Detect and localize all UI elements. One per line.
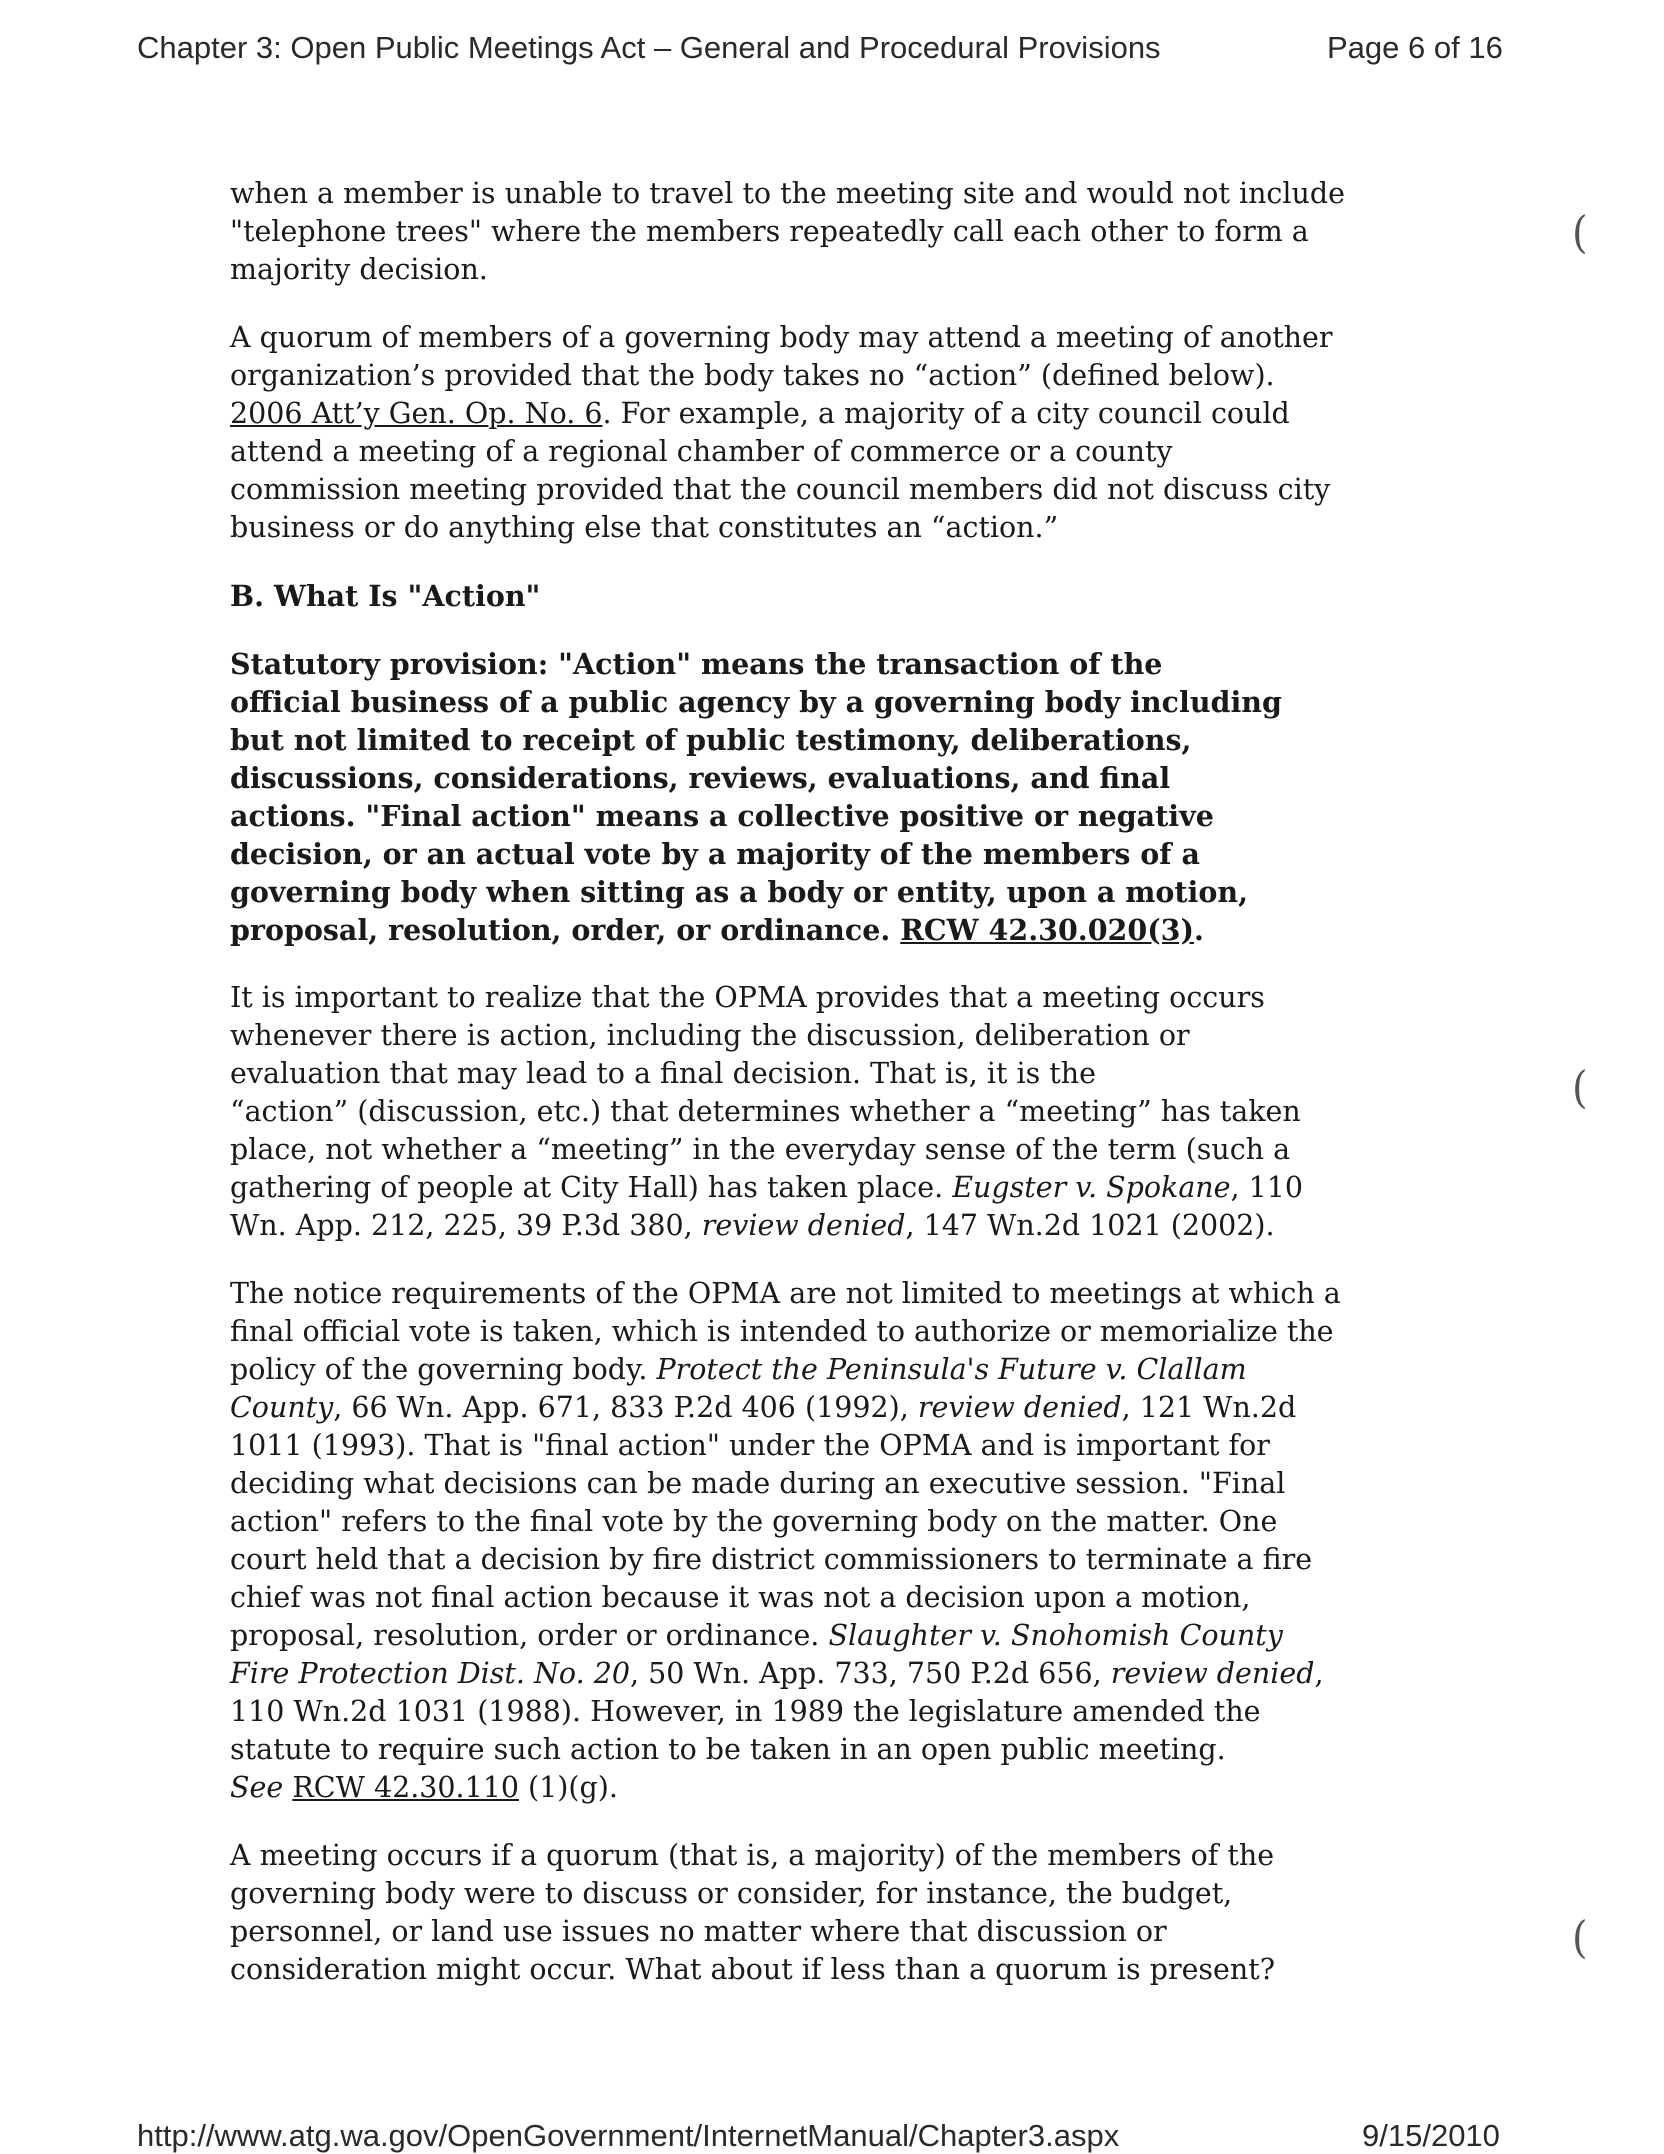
text-line: action" refers to the final vote by the governing body on the matter. One — [230, 1505, 1278, 1538]
citation-signal: review denied — [1110, 1657, 1315, 1690]
text-line: when a member is unable to travel to the meeting site and would not include — [230, 177, 1345, 210]
text-line: whenever there is action, including the discussion, deliberation or — [230, 1019, 1190, 1052]
text-line: actions. "Final action" means a collective positive or negative — [230, 799, 1214, 833]
margin-mark: ( — [1572, 1912, 1588, 1964]
text-fragment: policy of the governing body. — [230, 1353, 657, 1386]
statutory-provision — [230, 645, 1282, 949]
text-line: It is important to realize that the OPMA provides that a meeting occurs — [230, 981, 1265, 1014]
text-line: 1011 (1993). That is "final action" under the OPMA and is important for — [230, 1429, 1270, 1462]
footer-url: http://www.atg.wa.gov/OpenGovernment/InternetManual/Chapter3.aspx — [137, 2118, 1120, 2153]
text-line — [230, 1351, 1270, 1389]
text-line: commission meeting provided that the council members did not discuss city — [230, 473, 1331, 506]
text-line — [230, 1207, 1275, 1245]
text-line: personnel, or land use issues no matter where that discussion or — [230, 1915, 1167, 1948]
text-fragment: , 110 — [1230, 1171, 1304, 1204]
text-fragment: , 50 Wn. App. 733, 750 P.2d 656, — [629, 1657, 1111, 1690]
text-line — [230, 1655, 1324, 1693]
text-line: organization’s provided that the body takes no “action” (defined below). — [230, 359, 1275, 392]
text-line: deciding what decisions can be made during an executive session. "Final — [230, 1467, 1286, 1500]
text-line — [230, 1617, 1283, 1655]
text-fragment: , 147 Wn.2d 1021 (2002). — [905, 1209, 1275, 1242]
paragraph-action-meeting — [230, 979, 1304, 1245]
text-line — [230, 395, 1290, 433]
text-line: A quorum of members of a governing body may attend a meeting of another — [230, 321, 1333, 354]
text-line: statute to require such action to be taken in an open public meeting. — [230, 1733, 1226, 1766]
text-line: evaluation that may lead to a final decision. That is, it is the — [230, 1057, 1096, 1090]
document-body — [230, 175, 1345, 2019]
case-name: County — [230, 1391, 334, 1424]
citation-signal: review denied — [917, 1391, 1122, 1424]
text-line: chief was not final action because it was not a decision upon a motion, — [230, 1581, 1251, 1614]
text-line: place, not whether a “meeting” in the everyday sense of the term (such a — [230, 1133, 1291, 1166]
text-line: consideration might occur. What about if less than a quorum is present? — [230, 1953, 1276, 1986]
text-line: discussions, considerations, reviews, evaluations, and final — [230, 761, 1171, 795]
text-line: but not limited to receipt of public testimony, deliberations, — [230, 723, 1192, 757]
text-line: decision, or an actual vote by a majority of the members of a — [230, 837, 1200, 871]
text-line: "telephone trees" where the members repeatedly call each other to form a — [230, 215, 1309, 248]
text-fragment: , — [1314, 1657, 1324, 1690]
case-name: Fire Protection Dist. No. 20 — [230, 1657, 630, 1690]
paragraph-continuation — [230, 175, 1345, 289]
text-line: Statutory provision: "Action" means the transaction of the — [230, 647, 1163, 681]
citation-signal: review denied — [701, 1209, 906, 1242]
margin-mark: ( — [1572, 207, 1588, 259]
text-line: The notice requirements of the OPMA are not limited to meetings at which a — [230, 1277, 1341, 1310]
text-line — [230, 911, 1270, 949]
text-fragment: . For example, a majority of a city council could — [602, 397, 1290, 430]
citation-link-ag-opinion[interactable]: 2006 Att’y Gen. Op. No. 6 — [230, 397, 603, 430]
citation-link-rcw-110[interactable]: RCW 42.30.110 — [292, 1771, 519, 1804]
paragraph-quorum-discussion — [230, 1837, 1276, 1989]
text-line: majority decision. — [230, 253, 488, 286]
text-line — [230, 1769, 1270, 1807]
margin-mark: ( — [1572, 1062, 1588, 1114]
text-line: A meeting occurs if a quorum (that is, a majority) of the members of the — [230, 1839, 1275, 1872]
text-line: court held that a decision by fire district commissioners to terminate a fire — [230, 1543, 1313, 1576]
case-name: Slaughter v. Snohomish County — [828, 1619, 1283, 1652]
text-line — [230, 1169, 1304, 1207]
footer-date: 9/15/2010 — [1362, 2118, 1500, 2153]
citation-signal: See — [230, 1771, 284, 1804]
page-number: Page 6 of 16 — [1327, 30, 1503, 65]
text-fragment — [283, 1771, 292, 1804]
paragraph-notice-requirements — [230, 1275, 1341, 1807]
text-fragment: , 121 Wn.2d — [1121, 1391, 1297, 1424]
text-fragment: . — [1194, 913, 1204, 947]
page-header-title: Chapter 3: Open Public Meetings Act – General and Procedural Provisions — [137, 30, 1161, 65]
text-fragment: , 66 Wn. App. 671, 833 P.2d 406 (1992), — [333, 1391, 918, 1424]
text-line: governing body when sitting as a body or entity, upon a motion, — [230, 875, 1249, 909]
text-fragment: proposal, resolution, order, or ordinance. — [230, 913, 901, 947]
text-line — [230, 1389, 1297, 1427]
text-line: “action” (discussion, etc.) that determines whether a “meeting” has taken — [230, 1095, 1301, 1128]
text-line: attend a meeting of a regional chamber of commerce or a county — [230, 435, 1173, 468]
text-fragment: gathering of people at City Hall) has taken place. — [230, 1171, 953, 1204]
text-line: official business of a public agency by a governing body including — [230, 685, 1282, 719]
text-line: governing body were to discuss or consider, for instance, the budget, — [230, 1877, 1233, 1910]
text-fragment: proposal, resolution, order or ordinance. — [230, 1619, 829, 1652]
section-heading-b: B. What Is "Action" — [230, 579, 541, 613]
text-line: final official vote is taken, which is intended to authorize or memorialize the — [230, 1315, 1334, 1348]
text-fragment: Wn. App. 212, 225, 39 P.3d 380, — [230, 1209, 702, 1242]
text-fragment: (1)(g). — [519, 1771, 618, 1804]
paragraph-quorum-attendance — [230, 319, 1333, 547]
case-name: Eugster v. Spokane — [952, 1171, 1231, 1204]
citation-link-rcw-020[interactable]: RCW 42.30.020(3) — [900, 913, 1194, 947]
case-name: Protect the Peninsula's Future v. Clallam — [656, 1353, 1247, 1386]
text-line: business or do anything else that constitutes an “action.” — [230, 511, 1059, 544]
text-line: 110 Wn.2d 1031 (1988). However, in 1989 the legislature amended the — [230, 1695, 1261, 1728]
